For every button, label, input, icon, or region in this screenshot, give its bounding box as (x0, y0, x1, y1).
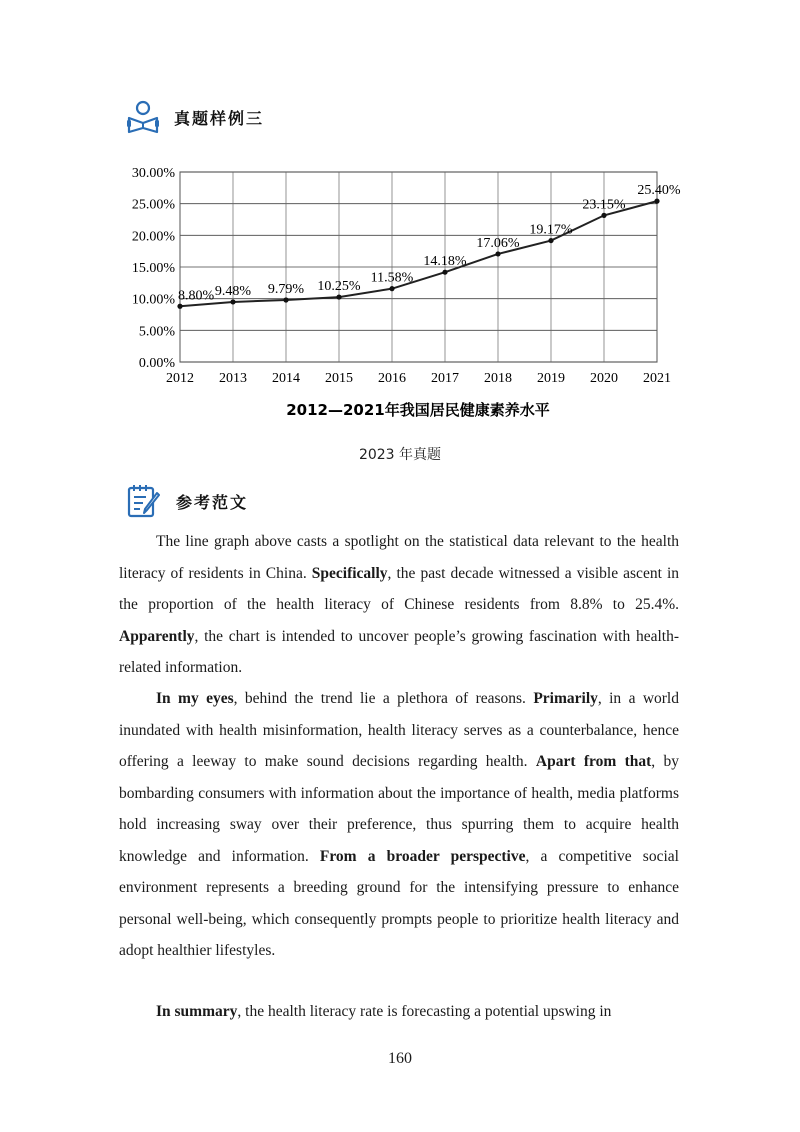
x-tick-label: 2017 (431, 371, 459, 386)
x-tick-label: 2015 (325, 371, 353, 386)
y-tick-label: 15.00% (131, 261, 175, 276)
x-tick-label: 2019 (537, 371, 565, 386)
chart-caption: 2023 年真题 (358, 447, 442, 463)
data-point (283, 297, 288, 302)
data-label: 8.80% (178, 288, 215, 304)
section-title-example: 真题样例三 (174, 108, 265, 128)
bold-phrase: Specifically (311, 564, 388, 582)
x-tick-label: 2016 (378, 371, 406, 386)
data-point (601, 213, 606, 218)
data-label: 19.17% (529, 222, 573, 238)
line-chart (118, 160, 688, 440)
text-run: , the chart is intended to uncover people’s growing fascination with health-related information. (119, 627, 679, 676)
x-tick-label: 2013 (219, 371, 247, 386)
data-point (336, 294, 341, 299)
data-point (230, 299, 235, 304)
section-heading-reference (126, 483, 248, 519)
text-run: , behind the trend lie a plethora of reasons. (233, 690, 534, 707)
y-tick-label: 25.00% (131, 197, 175, 213)
x-tick-label: 2021 (643, 371, 671, 386)
data-label: 14.18% (423, 254, 467, 270)
y-tick-label: 5.00% (138, 324, 175, 340)
essay-paragraph-2 (119, 683, 679, 967)
data-label: 9.79% (267, 281, 305, 297)
text-run: , by bombarding consumers with information about the importance of health, media platforms hold increasing sway over their preference, thus spurring them to acquire health knowledge and information. (119, 753, 679, 865)
x-tick-label: 2020 (590, 371, 618, 386)
data-point (177, 304, 182, 309)
text-run: , the health literacy rate is forecasting a potential upswing in (237, 1003, 612, 1020)
data-label: 9.48% (214, 283, 252, 299)
bold-phrase: From a broader perspective (319, 847, 526, 865)
data-point (548, 238, 553, 243)
text-run: , in a world inundated with health misinformation, health literacy serves as a counterbalance, hence offering a leeway to make sound decisions regarding health. (119, 690, 679, 770)
y-tick-label: 20.00% (131, 229, 175, 245)
y-axis-ticks (132, 166, 176, 371)
section-heading-example (126, 100, 264, 134)
x-tick-label: 2018 (484, 371, 512, 386)
reader-book-icon (126, 100, 160, 134)
data-point (654, 199, 659, 204)
bold-phrase: Apparently (119, 627, 195, 645)
y-tick-label: 30.00% (131, 166, 175, 181)
x-axis-ticks (166, 371, 671, 386)
data-label: 25.40% (637, 183, 681, 199)
data-label: 11.58% (370, 270, 414, 286)
y-tick-label: 10.00% (131, 292, 175, 308)
data-point (442, 270, 447, 275)
data-label: 23.15% (582, 197, 626, 213)
y-tick-label: 0.00% (138, 356, 175, 371)
chart-title: 2012—2021年我国居民健康素养水平 (286, 401, 550, 419)
data-point (389, 286, 394, 291)
bold-phrase: Primarily (533, 690, 598, 707)
essay-paragraph-3 (119, 996, 679, 1028)
bold-phrase: Apart from that (535, 753, 652, 770)
bold-phrase: In my eyes (156, 690, 234, 707)
data-label: 17.06% (476, 235, 520, 251)
text-run: , the past decade witnessed a visible ascent in the proportion of the health literacy of Chinese residents from 8.8% to 25.4%. (119, 564, 679, 613)
section-title-reference: 参考范文 (176, 492, 249, 512)
bold-phrase: In summary (156, 1003, 238, 1020)
text-run: , a competitive social environment represents a breeding ground for the intensifying pressure to enhance personal well-being, which consequently prompts people to prioritize health literacy and adopt healthier lifestyles. (119, 847, 679, 959)
text-run: The line graph above casts a spotlight on the statistical data relevant to the health literacy of residents in China. (119, 533, 679, 582)
x-tick-label: 2012 (166, 371, 194, 386)
essay-paragraph-1 (119, 526, 679, 684)
data-point (495, 251, 500, 256)
page-number: 160 (388, 1050, 412, 1067)
notepad-pen-icon (126, 483, 162, 519)
data-label: 10.25% (317, 279, 361, 295)
x-tick-label: 2014 (272, 371, 300, 386)
